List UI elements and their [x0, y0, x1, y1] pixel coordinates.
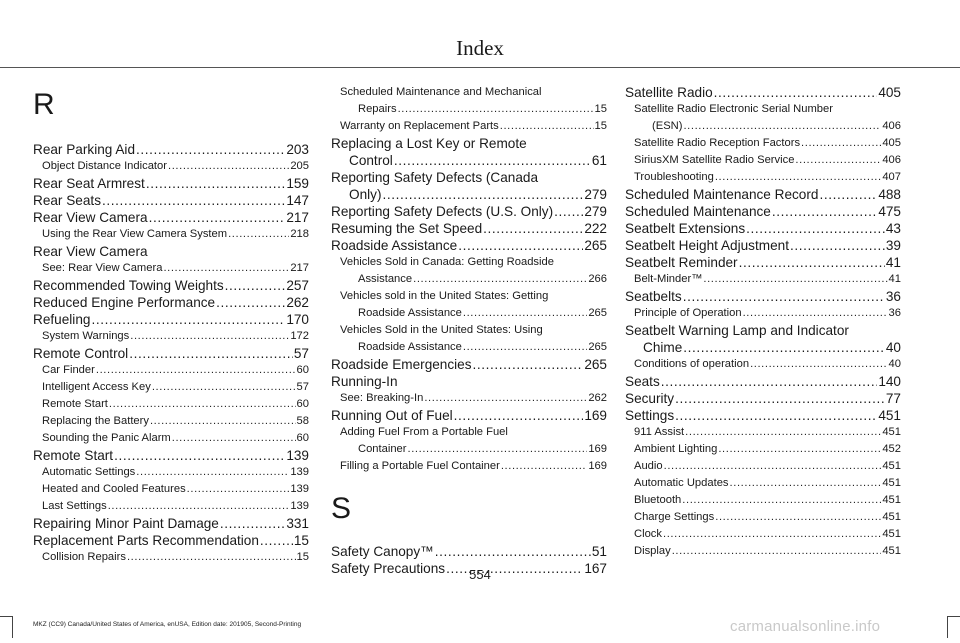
- leader-dots: [801, 135, 881, 152]
- page-reference[interactable]: 169: [588, 460, 607, 472]
- page-reference[interactable]: 257: [286, 278, 309, 293]
- leader-dots: [683, 118, 881, 135]
- page-reference[interactable]: 167: [584, 561, 607, 576]
- entry-label: Remote Start: [42, 398, 108, 410]
- index-entry[interactable]: [331, 543, 607, 560]
- page-title: Index: [456, 36, 504, 60]
- leader-dots: [663, 526, 881, 543]
- index-subentry[interactable]: [33, 430, 309, 447]
- entry-label: Seatbelt Extensions: [625, 221, 746, 236]
- index-subentry[interactable]: [625, 424, 901, 441]
- entry-label: Rear Seats: [33, 193, 102, 208]
- entry-label: 911 Assist: [634, 426, 685, 438]
- entry-label: Scheduled Maintenance Record: [625, 187, 819, 202]
- page-reference[interactable]: 172: [290, 330, 309, 342]
- page-reference[interactable]: 451: [878, 408, 901, 423]
- leader-dots: [136, 141, 285, 158]
- page-reference[interactable]: 139: [290, 466, 309, 478]
- index-entry[interactable]: [331, 135, 607, 169]
- index-entry[interactable]: [33, 447, 309, 464]
- page-reference[interactable]: 147: [286, 193, 309, 208]
- page-reference[interactable]: 36: [888, 307, 901, 319]
- entry-label: Bluetooth: [634, 494, 682, 506]
- index-entry[interactable]: [331, 373, 607, 390]
- index-subentry[interactable]: [625, 543, 901, 560]
- entry-label: Car Finder: [42, 364, 95, 376]
- index-subentry[interactable]: [33, 379, 309, 396]
- entry-label: Roadside Assistance: [331, 238, 458, 253]
- leader-dots: [664, 458, 882, 475]
- leader-dots: [408, 441, 588, 458]
- entry-label: Seatbelts: [625, 289, 682, 304]
- leader-dots: [435, 543, 591, 560]
- leader-dots: [102, 192, 285, 209]
- index-entry[interactable]: [331, 169, 607, 203]
- leader-dots: [216, 294, 285, 311]
- page-reference[interactable]: 407: [882, 171, 901, 183]
- entry-label: Collision Repairs: [42, 551, 126, 563]
- entry-label: Replacing the Battery: [42, 415, 149, 427]
- entry-label: Repairing Minor Paint Damage: [33, 516, 219, 531]
- entry-label: Rear Parking Aid: [33, 142, 136, 157]
- index-subentry[interactable]: [331, 288, 607, 322]
- entry-label: (ESN): [652, 120, 683, 132]
- page-reference[interactable]: 15: [293, 533, 309, 548]
- page-reference[interactable]: 265: [584, 357, 607, 372]
- page-reference[interactable]: 405: [878, 85, 901, 100]
- page-reference[interactable]: 222: [584, 221, 607, 236]
- entry-label: Scheduled Maintenance and Mechanical: [340, 86, 542, 98]
- index-subentry[interactable]: [625, 356, 901, 373]
- entry-label: Only): [349, 187, 382, 202]
- index-entry[interactable]: [33, 175, 309, 192]
- leader-dots: [127, 549, 296, 566]
- entry-label: Replacing a Lost Key or Remote: [331, 136, 527, 151]
- entry-label: Scheduled Maintenance: [625, 204, 771, 219]
- leader-dots: [220, 515, 285, 532]
- index-entry[interactable]: [625, 254, 901, 271]
- leader-dots: [149, 209, 286, 226]
- entry-label: SiriusXM Satellite Radio Service: [634, 154, 795, 166]
- index-subentry[interactable]: [331, 254, 607, 288]
- leader-dots: [743, 305, 888, 322]
- leader-dots: [228, 226, 289, 243]
- page-reference[interactable]: 475: [878, 204, 901, 219]
- leader-dots: [790, 237, 885, 254]
- page-reference[interactable]: 205: [290, 160, 309, 172]
- page-reference[interactable]: 58: [296, 415, 309, 427]
- index-entry[interactable]: [33, 209, 309, 226]
- entry-label: Rear View Camera: [33, 210, 148, 225]
- index-entry[interactable]: [625, 390, 901, 407]
- leader-dots: [730, 475, 882, 492]
- entry-label: Vehicles Sold in the United States: Using: [340, 324, 543, 336]
- index-subentry[interactable]: [331, 424, 607, 458]
- entry-label: Troubleshooting: [634, 171, 714, 183]
- page-reference[interactable]: 262: [588, 392, 607, 404]
- index-subentry[interactable]: [33, 481, 309, 498]
- page-reference[interactable]: 139: [290, 500, 309, 512]
- leader-dots: [715, 509, 881, 526]
- leader-dots: [150, 413, 296, 430]
- page-reference[interactable]: 60: [296, 398, 309, 410]
- entry-label: Running Out of Fuel: [331, 408, 453, 423]
- index-entry[interactable]: [625, 373, 901, 390]
- index-subentry[interactable]: [33, 549, 309, 566]
- leader-dots: [463, 339, 587, 356]
- index-subentry[interactable]: [331, 84, 607, 118]
- page-reference[interactable]: 266: [588, 273, 607, 285]
- index-entry[interactable]: [33, 515, 309, 532]
- entry-label: Satellite Radio: [625, 85, 713, 100]
- entry-label: Chime: [643, 340, 683, 355]
- leader-dots: [473, 356, 584, 373]
- entry-label: Object Distance Indicator: [42, 160, 167, 172]
- page-reference[interactable]: 405: [882, 137, 901, 149]
- index-section-letter: R: [33, 88, 55, 121]
- index-subentry[interactable]: [625, 475, 901, 492]
- leader-dots: [424, 390, 587, 407]
- leader-dots: [168, 158, 289, 175]
- page-reference[interactable]: 218: [290, 228, 309, 240]
- entry-label: Rear Seat Armrest: [33, 176, 145, 191]
- crop-mark-left: [0, 616, 12, 617]
- page-reference[interactable]: 170: [286, 312, 309, 327]
- index-entry[interactable]: [625, 220, 901, 237]
- entry-label: Automatic Settings: [42, 466, 136, 478]
- index-entry[interactable]: [331, 203, 607, 220]
- page-reference[interactable]: 265: [584, 238, 607, 253]
- leader-dots: [819, 186, 877, 203]
- leader-dots: [463, 305, 587, 322]
- page-reference[interactable]: 169: [584, 408, 607, 423]
- page-reference[interactable]: 40: [885, 340, 901, 355]
- index-entry[interactable]: [33, 277, 309, 294]
- index-subentry[interactable]: [331, 458, 607, 475]
- page-reference[interactable]: 15: [594, 103, 607, 115]
- entry-label: Filling a Portable Fuel Container: [340, 460, 500, 472]
- index-entry[interactable]: [625, 186, 901, 203]
- page-reference[interactable]: 40: [888, 358, 901, 370]
- index-subentry[interactable]: [331, 390, 607, 407]
- entry-label: Container: [358, 443, 407, 455]
- page-reference[interactable]: 451: [882, 545, 901, 557]
- leader-dots: [225, 277, 286, 294]
- index-subentry[interactable]: [33, 362, 309, 379]
- index-entry[interactable]: [331, 237, 607, 254]
- page-reference[interactable]: 57: [296, 381, 309, 393]
- index-entry[interactable]: [625, 322, 901, 356]
- page-reference[interactable]: 331: [286, 516, 309, 531]
- entry-label: Seatbelt Reminder: [625, 255, 738, 270]
- leader-dots: [685, 424, 881, 441]
- index-entry[interactable]: [33, 345, 309, 362]
- entry-label: Remote Start: [33, 448, 114, 463]
- index-subentry[interactable]: [625, 271, 901, 288]
- page-reference[interactable]: 139: [290, 483, 309, 495]
- leader-dots: [500, 118, 594, 135]
- leader-dots: [136, 464, 289, 481]
- leader-dots: [398, 101, 594, 118]
- leader-dots: [454, 407, 584, 424]
- leader-dots: [91, 311, 285, 328]
- leader-dots: [683, 339, 885, 356]
- entry-label: See: Rear View Camera: [42, 262, 163, 274]
- leader-dots: [260, 532, 293, 549]
- entry-label: Vehicles sold in the United States: Getting: [340, 290, 549, 302]
- leader-dots: [682, 492, 881, 509]
- leader-dots: [152, 379, 296, 396]
- page-reference[interactable]: 217: [290, 262, 309, 274]
- leader-dots: [394, 152, 591, 169]
- index-subentry[interactable]: [331, 322, 607, 356]
- leader-dots: [672, 543, 882, 560]
- page-reference[interactable]: 451: [882, 426, 901, 438]
- index-subentry[interactable]: [33, 260, 309, 277]
- index-subentry[interactable]: [625, 152, 901, 169]
- leader-dots: [750, 356, 887, 373]
- entry-label: Repairs: [358, 103, 397, 115]
- index-subentry[interactable]: [331, 118, 607, 135]
- entry-label: Replacement Parts Recommendation: [33, 533, 259, 548]
- index-subentry[interactable]: [33, 464, 309, 481]
- crop-mark-right-vertical: [947, 616, 948, 638]
- crop-mark-left-vertical: [12, 616, 13, 638]
- page-number: 554: [469, 567, 491, 582]
- index-entry[interactable]: [33, 311, 309, 328]
- page-reference[interactable]: 15: [296, 551, 309, 563]
- entry-label: Seatbelt Warning Lamp and Indicator: [625, 323, 849, 338]
- leader-dots: [114, 447, 285, 464]
- entry-label: Principle of Operation: [634, 307, 742, 319]
- page-reference[interactable]: 57: [293, 346, 309, 361]
- entry-label: Control: [349, 153, 393, 168]
- page-reference[interactable]: 451: [882, 460, 901, 472]
- index-column-1: [33, 84, 309, 566]
- entry-label: Safety Precautions: [331, 561, 446, 576]
- entry-label: Ambient Lighting: [634, 443, 718, 455]
- index-entry[interactable]: [331, 356, 607, 373]
- entry-label: Last Settings: [42, 500, 107, 512]
- leader-dots: [413, 271, 587, 288]
- leader-dots: [96, 362, 296, 379]
- entry-label: Intelligent Access Key: [42, 381, 151, 393]
- entry-label: Reporting Safety Defects (U.S. Only): [331, 204, 554, 219]
- index-entry[interactable]: [33, 192, 309, 209]
- index-subentry[interactable]: [33, 328, 309, 345]
- crop-mark-right: [948, 616, 960, 617]
- page-reference[interactable]: 61: [591, 153, 607, 168]
- page-reference[interactable]: 451: [882, 511, 901, 523]
- entry-label: Charge Settings: [634, 511, 715, 523]
- index-entry[interactable]: [625, 237, 901, 254]
- entry-label: Satellite Radio Electronic Serial Number: [634, 103, 833, 115]
- entry-label: Refueling: [33, 312, 91, 327]
- index-subentry[interactable]: [625, 509, 901, 526]
- index-entry[interactable]: [625, 203, 901, 220]
- entry-label: Seats: [625, 374, 660, 389]
- leader-dots: [109, 396, 296, 413]
- watermark: carmanualsonline.info: [730, 618, 881, 635]
- entry-label: Recommended Towing Weights: [33, 278, 224, 293]
- entry-label: Warranty on Replacement Parts: [340, 120, 499, 132]
- footer-edition-text: MKZ (CC9) Canada/United States of America, enUSA, Edition date: 201905, Second-Printing: [33, 621, 302, 628]
- leader-dots: [458, 237, 583, 254]
- leader-dots: [746, 220, 885, 237]
- entry-label: Seatbelt Height Adjustment: [625, 238, 789, 253]
- page-reference[interactable]: 41: [888, 273, 901, 285]
- entry-label: Assistance: [358, 273, 413, 285]
- leader-dots: [129, 345, 293, 362]
- header-rule: [0, 67, 960, 68]
- index-subentry[interactable]: [33, 498, 309, 515]
- index-subentry[interactable]: [33, 226, 309, 243]
- leader-dots: [715, 169, 882, 186]
- page-reference[interactable]: 41: [885, 255, 901, 270]
- leader-dots: [714, 84, 878, 101]
- page-reference[interactable]: 203: [286, 142, 309, 157]
- index-subentry[interactable]: [625, 101, 901, 135]
- page-reference[interactable]: 279: [584, 204, 607, 219]
- page-reference[interactable]: 451: [882, 494, 901, 506]
- entry-label: Belt-Minder™: [634, 273, 703, 285]
- page-reference[interactable]: 262: [286, 295, 309, 310]
- index-entry[interactable]: [625, 288, 901, 305]
- leader-dots: [172, 430, 296, 447]
- leader-dots: [703, 271, 887, 288]
- entry-label: Satellite Radio Reception Factors: [634, 137, 801, 149]
- page-reference[interactable]: 36: [885, 289, 901, 304]
- entry-label: Reduced Engine Performance: [33, 295, 216, 310]
- page-reference[interactable]: 140: [878, 374, 901, 389]
- leader-dots: [382, 186, 583, 203]
- page-reference[interactable]: 406: [882, 120, 901, 132]
- index-entry[interactable]: [33, 141, 309, 158]
- page-reference[interactable]: 15: [594, 120, 607, 132]
- leader-dots: [554, 203, 583, 220]
- entry-label: Conditions of operation: [634, 358, 750, 370]
- entry-label: See: Breaking-In: [340, 392, 424, 404]
- entry-label: Display: [634, 545, 671, 557]
- index-subentry[interactable]: [625, 305, 901, 322]
- page-reference[interactable]: 279: [584, 187, 607, 202]
- entry-label: Adding Fuel From a Portable Fuel: [340, 426, 508, 438]
- index-subentry[interactable]: [625, 458, 901, 475]
- entry-label: Roadside Assistance: [358, 307, 462, 319]
- leader-dots: [130, 328, 289, 345]
- entry-label: Rear View Camera: [33, 244, 148, 259]
- index-column-3: [625, 84, 901, 560]
- entry-label: Roadside Assistance: [358, 341, 462, 353]
- entry-label: Heated and Cooled Features: [42, 483, 186, 495]
- page-reference[interactable]: 265: [588, 307, 607, 319]
- entry-label: Reporting Safety Defects (Canada: [331, 170, 539, 185]
- leader-dots: [187, 481, 290, 498]
- leader-dots: [483, 220, 583, 237]
- entry-label: Vehicles Sold in Canada: Getting Roadside: [340, 256, 554, 268]
- entry-label: Roadside Emergencies: [331, 357, 472, 372]
- page-reference[interactable]: 265: [588, 341, 607, 353]
- index-entry[interactable]: [33, 294, 309, 311]
- entry-label: Remote Control: [33, 346, 129, 361]
- index-subentry[interactable]: [625, 135, 901, 152]
- page-reference[interactable]: 139: [286, 448, 309, 463]
- leader-dots: [718, 441, 881, 458]
- leader-dots: [795, 152, 881, 169]
- leader-dots: [683, 288, 885, 305]
- index-entry[interactable]: [33, 243, 309, 260]
- entry-label: Clock: [634, 528, 662, 540]
- entry-label: Resuming the Set Speed: [331, 221, 483, 236]
- leader-dots: [108, 498, 290, 515]
- index-subentry[interactable]: [33, 413, 309, 430]
- index-entry[interactable]: [625, 407, 901, 424]
- entry-label: Running-In: [331, 374, 398, 389]
- page-reference[interactable]: 217: [286, 210, 309, 225]
- leader-dots: [146, 175, 286, 192]
- entry-label: Sounding the Panic Alarm: [42, 432, 171, 444]
- entry-label: System Warnings: [42, 330, 130, 342]
- page-reference[interactable]: 451: [882, 477, 901, 489]
- index-subentry[interactable]: [625, 441, 901, 458]
- index-subentry[interactable]: [625, 169, 901, 186]
- leader-dots: [739, 254, 885, 271]
- page-reference[interactable]: 452: [882, 443, 901, 455]
- page-reference[interactable]: 39: [885, 238, 901, 253]
- index-column-2: [331, 84, 607, 577]
- index-entry[interactable]: [331, 407, 607, 424]
- page-reference[interactable]: 169: [588, 443, 607, 455]
- index-subentry[interactable]: [625, 492, 901, 509]
- index-entry[interactable]: [331, 220, 607, 237]
- page-reference[interactable]: 406: [882, 154, 901, 166]
- page-reference[interactable]: 51: [591, 544, 607, 559]
- index-entry[interactable]: [33, 532, 309, 549]
- page-reference[interactable]: 159: [286, 176, 309, 191]
- index-subentry[interactable]: [33, 158, 309, 175]
- entry-label: Security: [625, 391, 675, 406]
- leader-dots: [501, 458, 588, 475]
- page-reference[interactable]: 77: [885, 391, 901, 406]
- leader-dots: [675, 407, 877, 424]
- index-entry[interactable]: [625, 84, 901, 101]
- page-reference[interactable]: 488: [878, 187, 901, 202]
- index-subentry[interactable]: [625, 526, 901, 543]
- leader-dots: [163, 260, 289, 277]
- index-subentry[interactable]: [33, 396, 309, 413]
- entry-label: Automatic Updates: [634, 477, 729, 489]
- entry-label: Using the Rear View Camera System: [42, 228, 228, 240]
- entry-label: Settings: [625, 408, 675, 423]
- entry-label: Audio: [634, 460, 663, 472]
- page-reference[interactable]: 451: [882, 528, 901, 540]
- leader-dots: [661, 373, 878, 390]
- page-reference[interactable]: 60: [296, 432, 309, 444]
- page-reference[interactable]: 43: [885, 221, 901, 236]
- leader-dots: [675, 390, 885, 407]
- page-reference[interactable]: 60: [296, 364, 309, 376]
- leader-dots: [772, 203, 877, 220]
- entry-label: Safety Canopy™: [331, 544, 434, 559]
- index-section-letter: S: [331, 492, 352, 525]
